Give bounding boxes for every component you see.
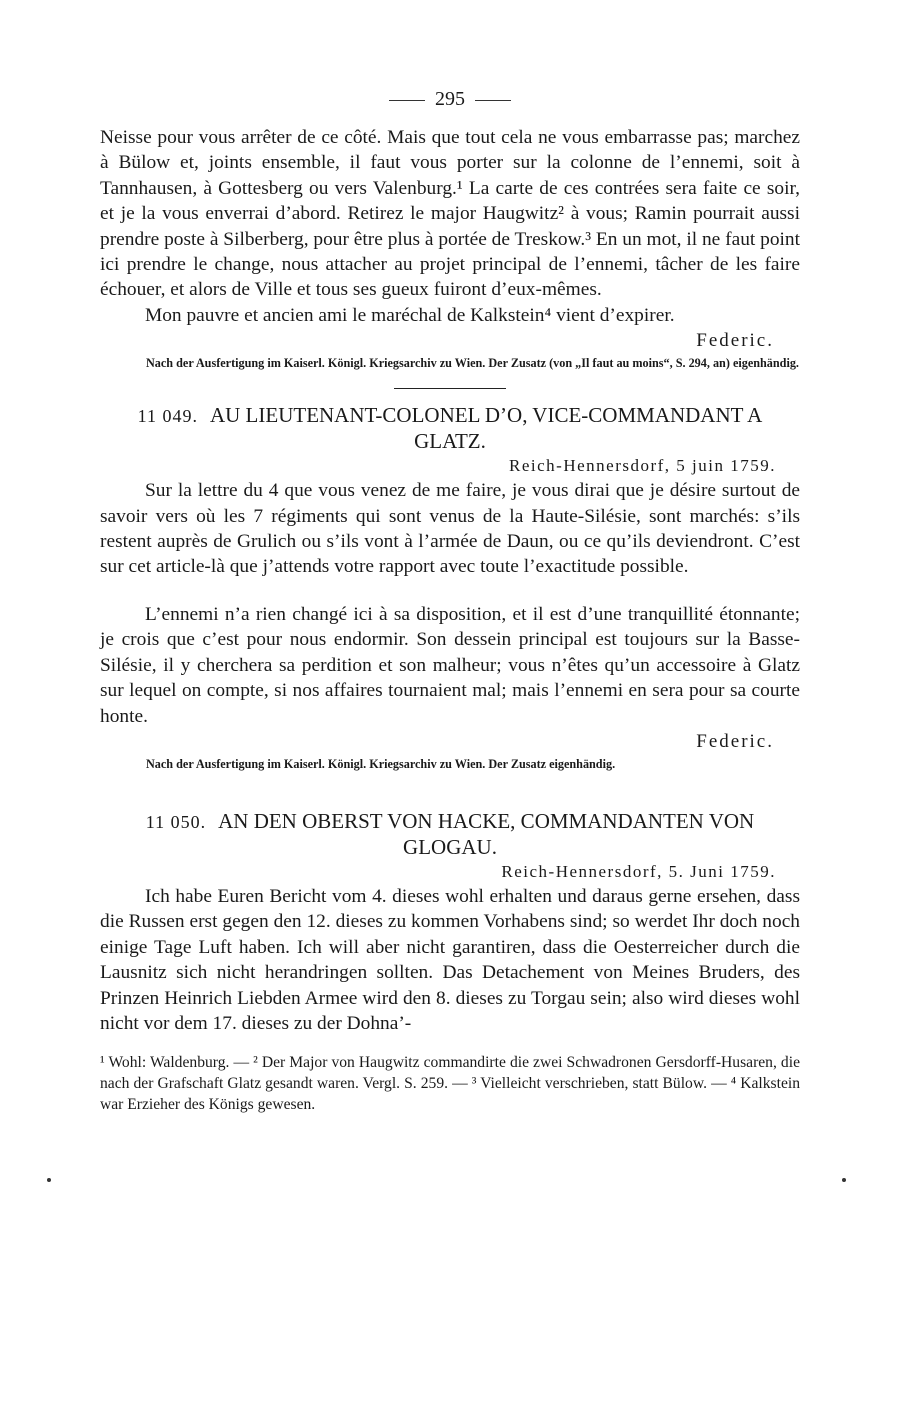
signature: Federic. [696,330,774,352]
source-note: Nach der Ausfertigung im Kaiserl. Königl. Kriegsarchiv zu Wien. Der Zusatz (von „Il faut au moins“, S. 294, an) eigenhändig. [146,356,799,371]
letter-heading [100,403,800,454]
letter-heading [100,809,800,860]
margin-mark [842,1178,846,1182]
source-note: Nach der Ausfertigung im Kaiserl. Königl. Kriegsarchiv zu Wien. Der Zusatz eigenhändig. [146,756,616,771]
letter-paragraph: Sur la lettre du 4 que vous venez de me faire, je vous dirai que je désire surtout de savoir vers où les 7 régiments qui sont venus de la Haute-Silésie, sont marchés: s’ils restent auprès de Grulich ou s’ils vont à l’armée de Daun, ou ce qu’ils deviendront. C’est sur cet article-là que j’attends votre rapport avec toute l’exactitude possible. [100,480,800,578]
page-number-line [100,88,800,111]
place-date: Reich-Hennersdorf, 5 juin 1759. [509,456,776,476]
signature: Federic. [696,730,774,752]
footnotes: ¹ Wohl: Waldenburg. — ² Der Major von Haugwitz commandirte die zwei Schwadronen Gersdorff-Husaren, die nach der Grafschaft Glatz gesandt waren. Vergl. S. 259. — ³ Vielleicht verschrieben, statt Bülow. — ⁴ Kalkstein war Erzieher des Königs gewesen. [100,1054,800,1114]
section-divider [394,388,506,389]
letter-paragraph: L’ennemi n’a rien changé ici à sa disposition, et il est d’une tranquillité étonnante; je crois que c’est pour nous endormir. Son dessein principal est toujours sur la Basse-Silésie, il y cherchera sa perdition et son malheur; vous n’êtes qu’un accessoire à Glatz sur lequel on compte, si nos affaires tournaient mal; mais l’ennemi en sera pour sa courte honte. [100,603,800,727]
letter-title: AN DEN OBERST VON HACKE, COMMANDANTEN VON GLOGAU. [218,808,755,859]
page-number: 295 [435,88,465,110]
divider [475,100,511,101]
margin-mark [47,1178,51,1182]
letter-number: 11 050. [145,811,207,832]
letter-number: 11 049. [137,406,198,427]
letter-prev-postscript: Mon pauvre et ancien ami le maréchal de Kalkstein⁴ vient d’expirer. [145,304,675,326]
place-date: Reich-Hennersdorf, 5. Juni 1759. [501,861,776,881]
letter-paragraph: Ich habe Euren Bericht vom 4. dieses wohl erhalten und daraus gerne ersehen, dass die Russen erst gegen den 12. dieses zu kommen Vorhabens sind; so werdet Ihr doch noch einige Tage Luft haben. Ich will aber nicht garantiren, dass die Oesterreicher durch die Lausnitz sich nicht herandringen sollten. Das Detachement von Meines Bruders, des Prinzen Heinrich Liebden Armee wird den 8. dieses zu Torgau sein; also wird dieses wohl nicht vor dem 17. dieses zu der Dohna’- [100,885,800,1034]
letter-title: AU LIEUTENANT-COLONEL D’O, VICE-COMMANDANT A GLATZ. [209,403,763,454]
letter-prev-paragraph: Neisse pour vous arrêter de ce côté. Mais que tout cela ne vous embarrasse pas; marchez à Bülow et, joints ensemble, il faut vous porter sur la colonne de l’ennemi, soit à Tannhausen, à Gottesberg ou vers Valenburg.¹ La carte de ces contrées sera faite ce soir, et je la vous enverrai d’abord. Retirez le major Haugwitz² à vous; Ramin pourrait aussi prendre poste à Silberberg, pour être plus à portée de Treskow.³ En un mot, il ne faut point ici prendre le change, nous attacher au projet principal de l’ennemi, tâcher de les faire échouer, et alors de Ville et tous ses gueux fuiront d’eux-mêmes. [100,127,800,301]
divider [389,100,425,101]
document-page [100,88,800,1115]
